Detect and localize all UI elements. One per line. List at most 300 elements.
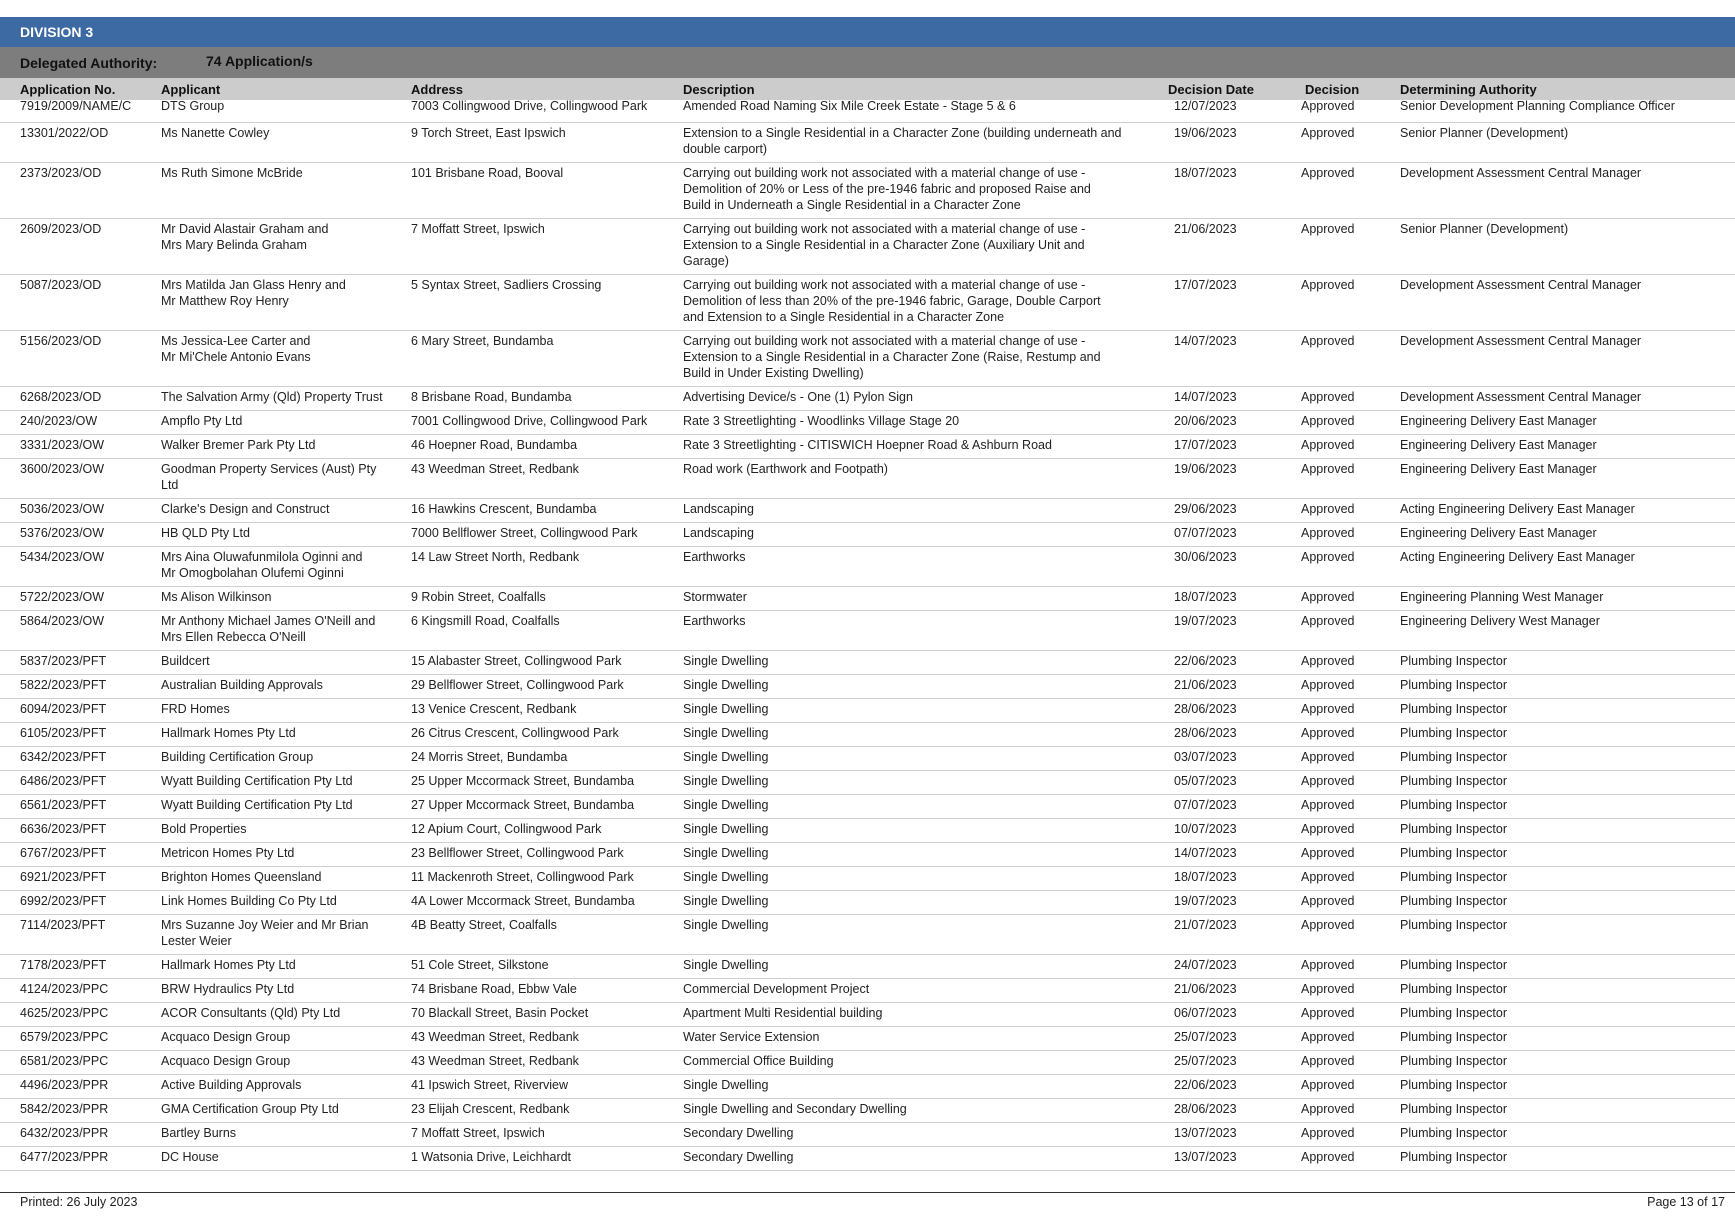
cell-determining-authority: Development Assessment Central Manager [1400,166,1642,180]
cell-decision: Approved [1301,99,1355,113]
table-row [0,459,1735,499]
header-decision-date: Decision Date [1168,82,1254,97]
cell-decision: Approved [1301,438,1355,452]
cell-determining-authority: Engineering Delivery East Manager [1400,462,1597,476]
cell-application-no: 7178/2023/PFT [20,958,107,972]
cell-applicant: Ms Jessica-Lee Carter and Mr Mi'Chele Antonio Evans [161,334,311,364]
cell-description: Amended Road Naming Six Mile Creek Estate - Stage 5 & 6 [683,99,1016,113]
cell-application-no: 6767/2023/PFT [20,846,107,860]
cell-application-no: 5156/2023/OD [20,334,102,348]
cell-applicant: Buildcert [161,654,210,668]
cell-address: 27 Upper Mccormack Street, Bundamba [411,798,635,812]
table-row [0,331,1735,387]
table-row [0,275,1735,331]
cell-description: Single Dwelling [683,870,769,884]
cell-applicant: Australian Building Approvals [161,678,323,692]
cell-decision: Approved [1301,894,1355,908]
cell-determining-authority: Acting Engineering Delivery East Manager [1400,550,1635,564]
cell-description: Earthworks [683,550,746,564]
cell-description: Carrying out building work not associated with a material change of use - Extension to a Single Residential in a Character Zone (Raise, Restump and Build in Under Existing Dwelling) [683,334,1101,380]
cell-decision-date: 24/07/2023 [1174,958,1237,972]
printed-date: Printed: 26 July 2023 [20,1195,138,1209]
cell-decision: Approved [1301,918,1355,932]
cell-applicant: Ms Ruth Simone McBride [161,166,303,180]
cell-description: Rate 3 Streetlighting - Woodlinks Village Stage 20 [683,414,960,428]
cell-determining-authority: Plumbing Inspector [1400,702,1508,716]
cell-address: 9 Torch Street, East Ipswich [411,126,566,140]
cell-decision: Approved [1301,846,1355,860]
cell-applicant: Acquaco Design Group [161,1054,291,1068]
cell-applicant: HB QLD Pty Ltd [161,526,250,540]
cell-application-no: 5036/2023/OW [20,502,105,516]
cell-decision-date: 13/07/2023 [1174,1150,1237,1164]
cell-decision-date: 07/07/2023 [1174,798,1237,812]
cell-decision-date: 25/07/2023 [1174,1030,1237,1044]
cell-decision: Approved [1301,278,1355,292]
cell-description: Water Service Extension [683,1030,820,1044]
cell-decision-date: 10/07/2023 [1174,822,1237,836]
cell-decision-date: 21/06/2023 [1174,678,1237,692]
cell-description: Secondary Dwelling [683,1126,794,1140]
cell-decision-date: 19/07/2023 [1174,614,1237,628]
applications-table [0,100,1735,1171]
cell-decision-date: 18/07/2023 [1174,870,1237,884]
table-row [0,819,1735,843]
cell-application-no: 3331/2023/OW [20,438,105,452]
cell-decision-date: 14/07/2023 [1174,390,1237,404]
cell-description: Single Dwelling [683,726,769,740]
cell-description: Single Dwelling [683,798,769,812]
cell-applicant: Bartley Burns [161,1126,237,1140]
cell-decision: Approved [1301,1054,1355,1068]
table-row [0,1123,1735,1147]
cell-address: 4B Beatty Street, Coalfalls [411,918,557,932]
cell-application-no: 6636/2023/PFT [20,822,107,836]
cell-address: 9 Robin Street, Coalfalls [411,590,546,604]
cell-description: Single Dwelling [683,846,769,860]
cell-decision: Approved [1301,774,1355,788]
header-decision: Decision [1305,82,1360,97]
cell-description: Landscaping [683,502,754,516]
table-row [0,163,1735,219]
cell-determining-authority: Plumbing Inspector [1400,918,1508,932]
cell-address: 26 Citrus Crescent, Collingwood Park [411,726,619,740]
cell-applicant: Walker Bremer Park Pty Ltd [161,438,316,452]
page-number: Page 13 of 17 [1647,1195,1725,1209]
cell-determining-authority: Senior Planner (Development) [1400,222,1569,236]
table-row [0,955,1735,979]
cell-description: Carrying out building work not associated with a material change of use - Extension to a Single Residential in a Character Zone (Auxiliary Unit and Garage) [683,222,1086,268]
cell-description: Carrying out building work not associated with a material change of use - Demolition of less than 20% of the pre-1946 fabric, Garage, Double Carport and Extension to a Single Residential in a Character Zone [683,278,1101,324]
cell-decision-date: 28/06/2023 [1174,1102,1237,1116]
cell-description: Advertising Device/s - One (1) Pylon Sign [683,390,913,404]
cell-description: Commercial Development Project [683,982,870,996]
cell-application-no: 6432/2023/PPR [20,1126,109,1140]
cell-address: 46 Hoepner Road, Bundamba [411,438,578,452]
cell-decision-date: 17/07/2023 [1174,438,1237,452]
table-row [0,771,1735,795]
cell-decision-date: 06/07/2023 [1174,1006,1237,1020]
cell-address: 41 Ipswich Street, Riverview [411,1078,569,1092]
cell-description: Single Dwelling [683,894,769,908]
header-determining-authority: Determining Authority [1400,82,1537,97]
cell-determining-authority: Engineering Planning West Manager [1400,590,1604,604]
cell-address: 7001 Collingwood Drive, Collingwood Park [411,414,648,428]
cell-application-no: 4496/2023/PPR [20,1078,109,1092]
cell-address: 70 Blackall Street, Basin Pocket [411,1006,589,1020]
cell-description: Single Dwelling [683,678,769,692]
table-row [0,1099,1735,1123]
table-row [0,499,1735,523]
cell-determining-authority: Plumbing Inspector [1400,726,1508,740]
table-row [0,387,1735,411]
cell-address: 1 Watsonia Drive, Leichhardt [411,1150,572,1164]
cell-address: 43 Weedman Street, Redbank [411,1054,579,1068]
cell-application-no: 6921/2023/PFT [20,870,107,884]
table-row [0,435,1735,459]
cell-determining-authority: Plumbing Inspector [1400,678,1508,692]
cell-description: Single Dwelling [683,1078,769,1092]
cell-determining-authority: Plumbing Inspector [1400,958,1508,972]
cell-application-no: 6477/2023/PPR [20,1150,109,1164]
table-row [0,747,1735,771]
cell-decision: Approved [1301,1030,1355,1044]
cell-decision-date: 30/06/2023 [1174,550,1237,564]
cell-decision: Approved [1301,414,1355,428]
cell-applicant: Hallmark Homes Pty Ltd [161,726,296,740]
cell-description: Secondary Dwelling [683,1150,794,1164]
table-row [0,547,1735,587]
cell-application-no: 5864/2023/OW [20,614,105,628]
cell-applicant: Mr Anthony Michael James O'Neill and Mrs Ellen Rebecca O'Neill [161,614,376,644]
cell-application-no: 2373/2023/OD [20,166,102,180]
table-row [0,979,1735,1003]
cell-application-no: 13301/2022/OD [20,126,109,140]
cell-application-no: 6268/2023/OD [20,390,102,404]
cell-determining-authority: Plumbing Inspector [1400,1030,1508,1044]
cell-description: Landscaping [683,526,754,540]
cell-address: 51 Cole Street, Silkstone [411,958,549,972]
cell-determining-authority: Plumbing Inspector [1400,1006,1508,1020]
cell-decision-date: 12/07/2023 [1174,99,1237,113]
cell-applicant: Goodman Property Services (Aust) Pty Ltd [161,462,377,492]
cell-address: 5 Syntax Street, Sadliers Crossing [411,278,602,292]
cell-decision: Approved [1301,222,1355,236]
cell-determining-authority: Plumbing Inspector [1400,894,1508,908]
cell-decision: Approved [1301,958,1355,972]
cell-application-no: 6579/2023/PPC [20,1030,109,1044]
cell-description: Single Dwelling [683,822,769,836]
cell-decision-date: 25/07/2023 [1174,1054,1237,1068]
cell-address: 23 Bellflower Street, Collingwood Park [411,846,624,860]
cell-application-no: 5837/2023/PFT [20,654,107,668]
cell-application-no: 6581/2023/PPC [20,1054,109,1068]
cell-applicant: DC House [161,1150,219,1164]
cell-decision: Approved [1301,982,1355,996]
footer-divider [0,1192,1735,1193]
cell-applicant: BRW Hydraulics Pty Ltd [161,982,295,996]
cell-application-no: 6105/2023/PFT [20,726,107,740]
cell-address: 16 Hawkins Crescent, Bundamba [411,502,597,516]
cell-address: 29 Bellflower Street, Collingwood Park [411,678,624,692]
cell-decision: Approved [1301,502,1355,516]
cell-decision-date: 19/06/2023 [1174,126,1237,140]
cell-description: Single Dwelling [683,918,769,932]
cell-address: 23 Elijah Crescent, Redbank [411,1102,570,1116]
cell-application-no: 5376/2023/OW [20,526,105,540]
table-row [0,219,1735,275]
cell-applicant: Active Building Approvals [161,1078,302,1092]
cell-applicant: Acquaco Design Group [161,1030,291,1044]
cell-description: Single Dwelling [683,702,769,716]
cell-description: Road work (Earthwork and Footpath) [683,462,888,476]
cell-description: Single Dwelling [683,654,769,668]
cell-decision: Approved [1301,462,1355,476]
cell-decision: Approved [1301,1078,1355,1092]
cell-determining-authority: Plumbing Inspector [1400,1102,1508,1116]
table-row [0,1027,1735,1051]
cell-decision-date: 21/06/2023 [1174,982,1237,996]
cell-decision-date: 07/07/2023 [1174,526,1237,540]
cell-decision: Approved [1301,654,1355,668]
cell-address: 43 Weedman Street, Redbank [411,462,579,476]
delegated-authority-label: Delegated Authority: [20,55,158,71]
delegated-authority-banner [0,47,1735,78]
cell-decision-date: 03/07/2023 [1174,750,1237,764]
cell-application-no: 2609/2023/OD [20,222,102,236]
cell-determining-authority: Plumbing Inspector [1400,774,1508,788]
cell-application-no: 5087/2023/OD [20,278,102,292]
cell-application-no: 7919/2009/NAME/C [20,99,132,113]
cell-address: 6 Mary Street, Bundamba [411,334,554,348]
cell-application-no: 5822/2023/PFT [20,678,107,692]
cell-determining-authority: Engineering Delivery West Manager [1400,614,1600,628]
cell-determining-authority: Plumbing Inspector [1400,798,1508,812]
table-row [0,795,1735,819]
cell-application-no: 5722/2023/OW [20,590,105,604]
cell-applicant: Wyatt Building Certification Pty Ltd [161,774,353,788]
cell-decision-date: 22/06/2023 [1174,654,1237,668]
cell-determining-authority: Acting Engineering Delivery East Manager [1400,502,1635,516]
cell-decision-date: 28/06/2023 [1174,702,1237,716]
cell-determining-authority: Plumbing Inspector [1400,1150,1508,1164]
table-row [0,523,1735,547]
cell-determining-authority: Plumbing Inspector [1400,846,1508,860]
cell-decision: Approved [1301,726,1355,740]
table-row [0,915,1735,955]
cell-decision-date: 20/06/2023 [1174,414,1237,428]
cell-address: 4A Lower Mccormack Street, Bundamba [411,894,635,908]
table-row [0,891,1735,915]
cell-decision-date: 19/06/2023 [1174,462,1237,476]
table-row [0,123,1735,163]
cell-decision: Approved [1301,798,1355,812]
cell-decision: Approved [1301,166,1355,180]
cell-applicant: The Salvation Army (Qld) Property Trust [161,390,383,404]
table-row [0,1147,1735,1171]
cell-description: Rate 3 Streetlighting - CITISWICH Hoepner Road & Ashburn Road [683,438,1052,452]
cell-applicant: GMA Certification Group Pty Ltd [161,1102,339,1116]
cell-address: 13 Venice Crescent, Redbank [411,702,577,716]
cell-decision: Approved [1301,822,1355,836]
cell-description: Single Dwelling [683,774,769,788]
cell-determining-authority: Development Assessment Central Manager [1400,278,1642,292]
cell-description: Apartment Multi Residential building [683,1006,883,1020]
cell-application-no: 4124/2023/PPC [20,982,109,996]
cell-application-no: 7114/2023/PFT [20,918,106,932]
cell-determining-authority: Development Assessment Central Manager [1400,390,1642,404]
cell-applicant: ACOR Consultants (Qld) Pty Ltd [161,1006,341,1020]
cell-address: 11 Mackenroth Street, Collingwood Park [411,870,634,884]
cell-decision-date: 14/07/2023 [1174,334,1237,348]
cell-determining-authority: Plumbing Inspector [1400,870,1508,884]
cell-decision-date: 13/07/2023 [1174,1126,1237,1140]
cell-decision: Approved [1301,126,1355,140]
cell-decision: Approved [1301,750,1355,764]
cell-decision-date: 21/06/2023 [1174,222,1237,236]
table-row [0,651,1735,675]
cell-description: Stormwater [683,590,747,604]
cell-applicant: Mrs Suzanne Joy Weier and Mr Brian Lester Weier [161,918,369,948]
cell-decision: Approved [1301,678,1355,692]
cell-decision-date: 21/07/2023 [1174,918,1237,932]
cell-address: 101 Brisbane Road, Booval [411,166,564,180]
header-address: Address [411,82,464,97]
cell-description: Carrying out building work not associated with a material change of use - Demolition of 20% or Less of the pre-1946 fabric and proposed Raise and Build in Underneath a Single Residential in a Character Zone [683,166,1091,212]
cell-determining-authority: Plumbing Inspector [1400,982,1508,996]
cell-address: 7003 Collingwood Drive, Collingwood Park [411,99,648,113]
cell-description: Extension to a Single Residential in a Character Zone (building underneath and double carport) [683,126,1122,156]
cell-applicant: Ampflo Pty Ltd [161,414,243,428]
cell-determining-authority: Plumbing Inspector [1400,822,1508,836]
cell-address: 15 Alabaster Street, Collingwood Park [411,654,622,668]
cell-applicant: Bold Properties [161,822,247,836]
header-application-no: Application No. [20,82,116,97]
cell-determining-authority: Plumbing Inspector [1400,1126,1508,1140]
cell-decision: Approved [1301,334,1355,348]
cell-application-no: 5842/2023/PPR [20,1102,109,1116]
table-row [0,1003,1735,1027]
cell-application-no: 6486/2023/PFT [20,774,107,788]
table-row [0,675,1735,699]
cell-applicant: FRD Homes [161,702,230,716]
cell-determining-authority: Plumbing Inspector [1400,1054,1508,1068]
cell-address: 12 Apium Court, Collingwood Park [411,822,602,836]
cell-applicant: Building Certification Group [161,750,314,764]
cell-decision-date: 18/07/2023 [1174,166,1237,180]
cell-application-no: 6094/2023/PFT [20,702,107,716]
division-title: DIVISION 3 [20,24,94,40]
cell-applicant: DTS Group [161,99,225,113]
cell-decision-date: 18/07/2023 [1174,590,1237,604]
cell-description: Single Dwelling [683,958,769,972]
cell-determining-authority: Engineering Delivery East Manager [1400,526,1597,540]
cell-applicant: Mrs Aina Oluwafunmilola Oginni and Mr Omogbolahan Olufemi Oginni [161,550,363,580]
table-row [0,411,1735,435]
cell-description: Earthworks [683,614,746,628]
table-row [0,867,1735,891]
table-row [0,100,1735,123]
cell-decision: Approved [1301,1102,1355,1116]
cell-decision: Approved [1301,590,1355,604]
cell-applicant: Metricon Homes Pty Ltd [161,846,295,860]
table-row [0,1051,1735,1075]
cell-application-no: 3600/2023/OW [20,462,105,476]
cell-decision: Approved [1301,702,1355,716]
table-row [0,843,1735,867]
cell-application-no: 5434/2023/OW [20,550,105,564]
cell-address: 25 Upper Mccormack Street, Bundamba [411,774,635,788]
cell-application-no: 6342/2023/PFT [20,750,107,764]
cell-decision-date: 17/07/2023 [1174,278,1237,292]
header-applicant: Applicant [161,82,221,97]
cell-decision-date: 19/07/2023 [1174,894,1237,908]
cell-applicant: Hallmark Homes Pty Ltd [161,958,296,972]
cell-address: 7 Moffatt Street, Ipswich [411,1126,545,1140]
table-row [0,1075,1735,1099]
cell-description: Commercial Office Building [683,1054,834,1068]
cell-applicant: Brighton Homes Queensland [161,870,322,884]
cell-determining-authority: Engineering Delivery East Manager [1400,414,1597,428]
cell-decision-date: 05/07/2023 [1174,774,1237,788]
division-banner [0,17,1735,47]
cell-applicant: Ms Alison Wilkinson [161,590,272,604]
cell-address: 24 Morris Street, Bundamba [411,750,568,764]
cell-address: 74 Brisbane Road, Ebbw Vale [411,982,577,996]
cell-decision: Approved [1301,870,1355,884]
cell-application-no: 4625/2023/PPC [20,1006,109,1020]
application-count: 74 Application/s [206,53,313,69]
cell-determining-authority: Senior Planner (Development) [1400,126,1569,140]
cell-decision-date: 14/07/2023 [1174,846,1237,860]
cell-application-no: 240/2023/OW [20,414,98,428]
cell-address: 6 Kingsmill Road, Coalfalls [411,614,560,628]
cell-decision: Approved [1301,390,1355,404]
cell-decision-date: 29/06/2023 [1174,502,1237,516]
cell-decision-date: 22/06/2023 [1174,1078,1237,1092]
header-description: Description [683,82,755,97]
cell-address: 7 Moffatt Street, Ipswich [411,222,545,236]
cell-address: 8 Brisbane Road, Bundamba [411,390,572,404]
cell-decision: Approved [1301,550,1355,564]
table-row [0,699,1735,723]
cell-determining-authority: Plumbing Inspector [1400,1078,1508,1092]
cell-description: Single Dwelling and Secondary Dwelling [683,1102,907,1116]
table-row [0,587,1735,611]
table-row [0,611,1735,651]
cell-applicant: Mrs Matilda Jan Glass Henry and Mr Matthew Roy Henry [161,278,346,308]
cell-determining-authority: Plumbing Inspector [1400,654,1508,668]
cell-decision: Approved [1301,1150,1355,1164]
table-header [0,78,1735,100]
cell-applicant: Wyatt Building Certification Pty Ltd [161,798,353,812]
cell-decision-date: 28/06/2023 [1174,726,1237,740]
cell-determining-authority: Engineering Delivery East Manager [1400,438,1597,452]
cell-applicant: Mr David Alastair Graham and Mrs Mary Belinda Graham [161,222,329,252]
cell-determining-authority: Plumbing Inspector [1400,750,1508,764]
cell-address: 14 Law Street North, Redbank [411,550,580,564]
cell-decision: Approved [1301,1126,1355,1140]
cell-decision: Approved [1301,526,1355,540]
cell-applicant: Link Homes Building Co Pty Ltd [161,894,337,908]
table-row [0,723,1735,747]
cell-applicant: Clarke's Design and Construct [161,502,330,516]
cell-decision: Approved [1301,1006,1355,1020]
cell-determining-authority: Senior Development Planning Compliance Officer [1400,99,1675,113]
cell-application-no: 6992/2023/PFT [20,894,107,908]
cell-application-no: 6561/2023/PFT [20,798,107,812]
cell-applicant: Ms Nanette Cowley [161,126,270,140]
